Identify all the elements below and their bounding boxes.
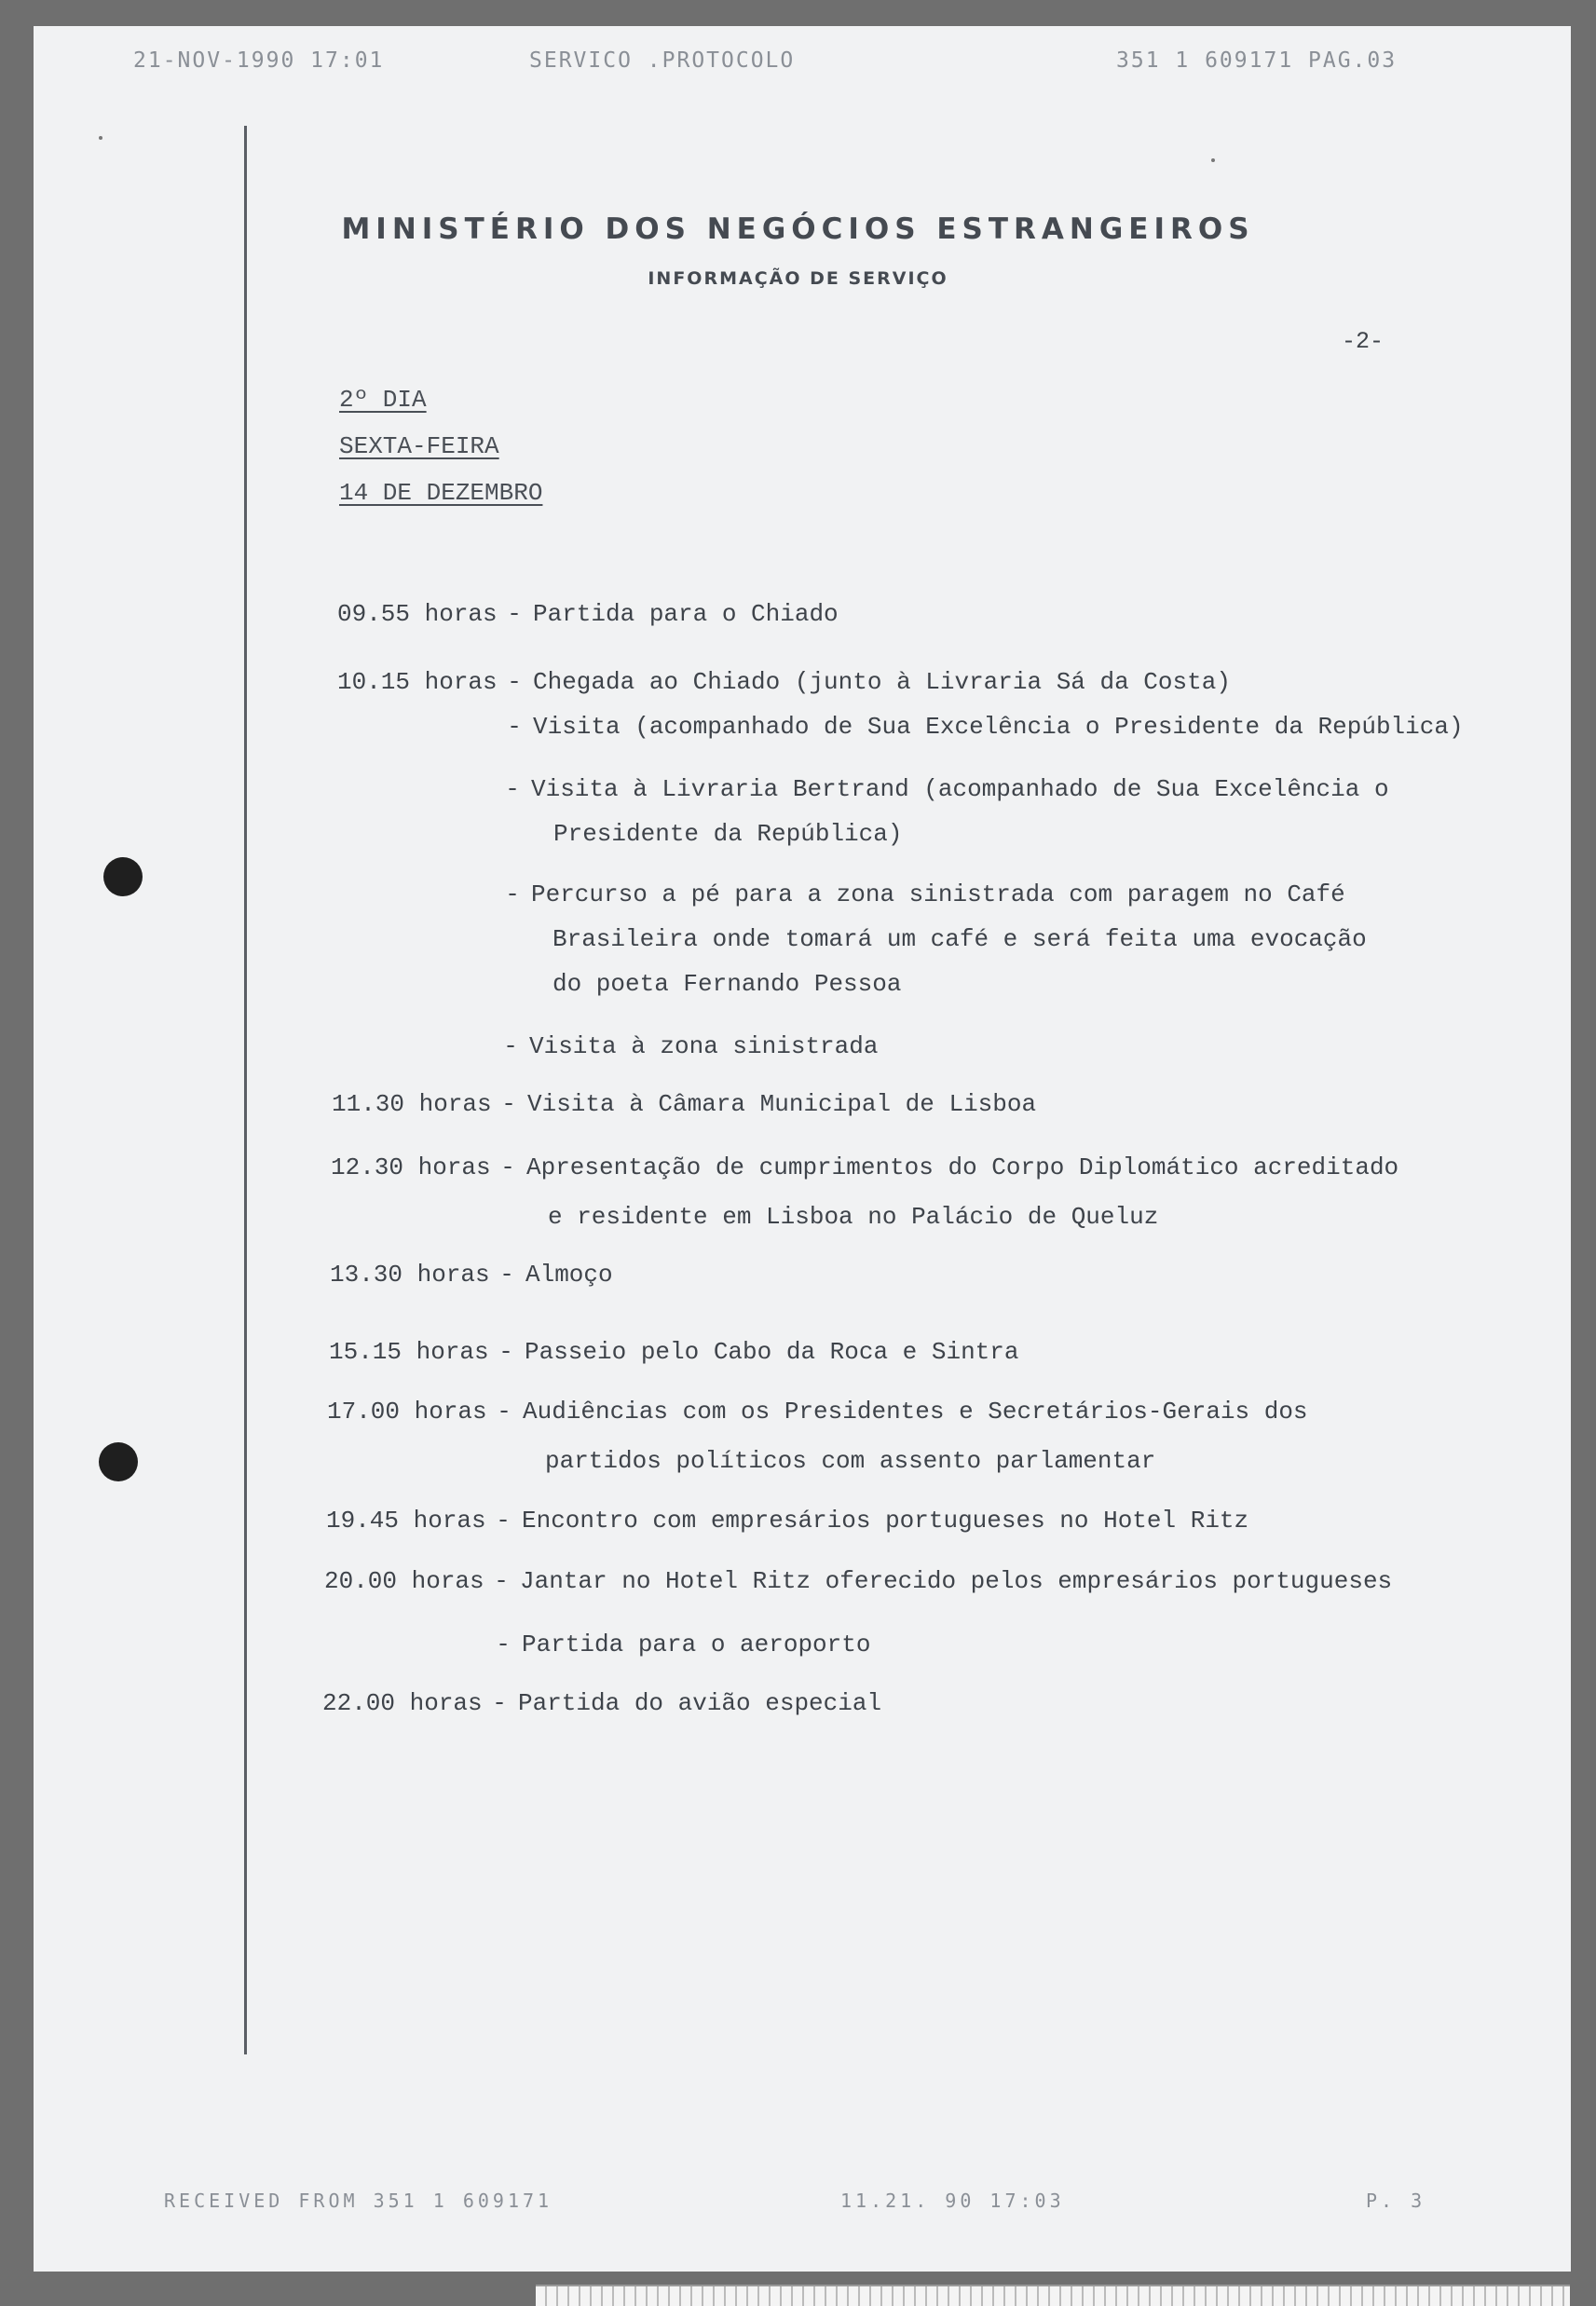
schedule-text: Percurso a pé para a zona sinistrada com paragem no Café bbox=[531, 880, 1345, 908]
schedule-text: Encontro com empresários portugueses no Hotel Ritz bbox=[522, 1507, 1249, 1535]
schedule-dash: - bbox=[497, 1398, 512, 1426]
fax-received-timestamp: 11.21. 90 17:03 bbox=[840, 2190, 1065, 2212]
schedule-row bbox=[327, 1398, 1308, 1426]
schedule-time: 19.45 horas bbox=[326, 1507, 486, 1535]
punch-hole-lower bbox=[99, 1442, 138, 1481]
schedule-row bbox=[332, 1090, 1036, 1118]
schedule-text: Partida do avião especial bbox=[518, 1689, 882, 1717]
schedule-row bbox=[496, 713, 1464, 741]
schedule-row bbox=[484, 1631, 870, 1658]
fax-received-from: RECEIVED FROM 351 1 609171 bbox=[164, 2190, 553, 2212]
schedule-time: 11.30 horas bbox=[332, 1090, 492, 1118]
schedule-row bbox=[494, 775, 1389, 803]
schedule-time: 12.30 horas bbox=[331, 1153, 491, 1181]
ministry-title: MINISTÉRIO DOS NEGÓCIOS ESTRANGEIROS bbox=[341, 212, 1255, 246]
schedule-text-continued: do poeta Fernando Pessoa bbox=[552, 970, 902, 998]
fax-page-number: P. 3 bbox=[1366, 2190, 1426, 2212]
schedule-text: Chegada ao Chiado (junto à Livraria Sá da Costa) bbox=[533, 668, 1231, 696]
schedule-text: Visita à zona sinistrada bbox=[529, 1032, 879, 1060]
schedule-text-continued: partidos políticos com assento parlamentar bbox=[545, 1447, 1156, 1475]
schedule-time: 10.15 horas bbox=[337, 668, 498, 696]
fax-sender: SERVICO .PROTOCOLO bbox=[529, 48, 796, 73]
document-page bbox=[34, 26, 1571, 2272]
schedule-text: Visita (acompanhado de Sua Excelência o Presidente da República) bbox=[533, 713, 1464, 741]
schedule-text-continued: e residente em Lisboa no Palácio de Queluz bbox=[548, 1203, 1159, 1231]
schedule-text: Partida para o aeroporto bbox=[522, 1631, 871, 1658]
schedule-text: Visita à Livraria Bertrand (acompanhado de Sua Excelência o bbox=[531, 775, 1389, 803]
schedule-text-continued: Brasileira onde tomará um café e será feita uma evocação bbox=[552, 925, 1367, 953]
schedule-dash: - bbox=[505, 880, 520, 908]
paper-speck bbox=[99, 136, 102, 140]
schedule-row bbox=[494, 880, 1345, 908]
schedule-text: Jantar no Hotel Ritz oferecido pelos empresários portugueses bbox=[520, 1567, 1393, 1595]
schedule-dash: - bbox=[507, 713, 522, 741]
schedule-row bbox=[324, 1567, 1392, 1595]
schedule-text: Partida para o Chiado bbox=[533, 600, 839, 628]
schedule-dash: - bbox=[494, 1567, 509, 1595]
schedule-dash: - bbox=[496, 1631, 511, 1658]
scan-ruler bbox=[536, 2285, 1570, 2306]
schedule-time: 09.55 horas bbox=[337, 600, 498, 628]
schedule-text: Visita à Câmara Municipal de Lisboa bbox=[527, 1090, 1037, 1118]
schedule-dash: - bbox=[499, 1261, 514, 1289]
punch-hole-upper bbox=[103, 857, 143, 896]
schedule-text: Passeio pelo Cabo da Roca e Sintra bbox=[525, 1338, 1019, 1366]
day-date: 14 DE DEZEMBRO bbox=[339, 479, 543, 507]
schedule-text: Audiências com os Presidentes e Secretários-Gerais dos bbox=[523, 1398, 1308, 1426]
schedule-time: 15.15 horas bbox=[329, 1338, 489, 1366]
schedule-dash: - bbox=[501, 1090, 516, 1118]
fax-date-time: 21-NOV-1990 17:01 bbox=[133, 48, 385, 73]
fax-number-page: 351 1 609171 PAG.03 bbox=[1116, 48, 1398, 73]
schedule-row bbox=[337, 668, 1231, 696]
schedule-dash: - bbox=[503, 1032, 518, 1060]
schedule-dash: - bbox=[505, 775, 520, 803]
schedule-row bbox=[331, 1153, 1398, 1181]
page-number: -2- bbox=[1342, 328, 1385, 355]
schedule-row bbox=[322, 1689, 881, 1717]
schedule-row bbox=[330, 1261, 613, 1289]
schedule-time: 20.00 horas bbox=[324, 1567, 484, 1595]
schedule-time: 22.00 horas bbox=[322, 1689, 483, 1717]
margin-rule bbox=[244, 126, 247, 2054]
schedule-dash: - bbox=[496, 1507, 511, 1535]
schedule-row bbox=[326, 1507, 1248, 1535]
schedule-time: 17.00 horas bbox=[327, 1398, 487, 1426]
day-number: 2º DIA bbox=[339, 386, 427, 414]
schedule-dash: - bbox=[492, 1689, 507, 1717]
schedule-row bbox=[337, 600, 839, 628]
schedule-row bbox=[492, 1032, 878, 1060]
schedule-text: Almoço bbox=[525, 1261, 613, 1289]
schedule-dash: - bbox=[498, 1338, 513, 1366]
schedule-text-continued: Presidente da República) bbox=[553, 820, 903, 848]
ministry-subtitle: INFORMAÇÃO DE SERVIÇO bbox=[648, 268, 948, 289]
schedule-dash: - bbox=[500, 1153, 515, 1181]
schedule-time: 13.30 horas bbox=[330, 1261, 490, 1289]
paper-speck bbox=[1211, 158, 1215, 162]
schedule-row bbox=[329, 1338, 1019, 1366]
schedule-dash: - bbox=[507, 600, 522, 628]
schedule-text: Apresentação de cumprimentos do Corpo Diplomático acreditado bbox=[526, 1153, 1399, 1181]
day-weekday: SEXTA-FEIRA bbox=[339, 432, 499, 460]
schedule-dash: - bbox=[507, 668, 522, 696]
